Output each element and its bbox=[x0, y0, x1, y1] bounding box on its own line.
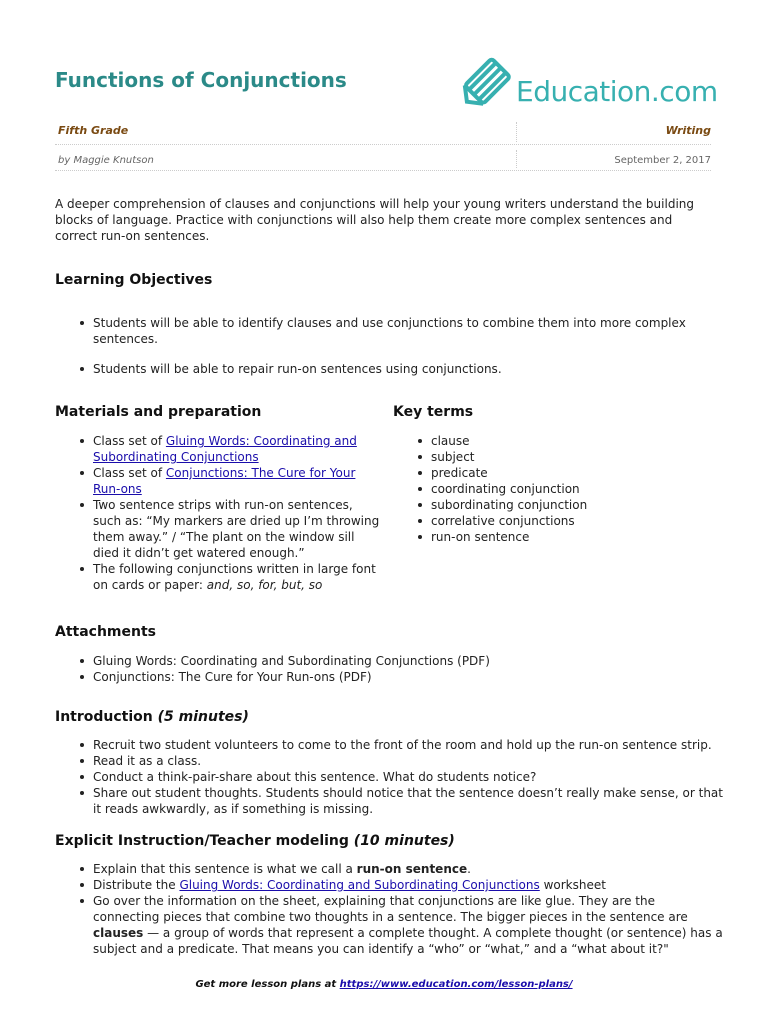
list-item: run-on sentence bbox=[431, 529, 731, 545]
author-label: by Maggie Knutson bbox=[58, 155, 154, 166]
logo-text: Education.com bbox=[516, 75, 718, 108]
pencil-logo-icon bbox=[456, 56, 516, 112]
duration-label: (5 minutes) bbox=[157, 709, 249, 725]
attachments-list bbox=[55, 653, 723, 685]
list-item-text: Distribute the bbox=[93, 878, 180, 892]
key-terms-list bbox=[393, 433, 731, 545]
list-item: Read it as a class. bbox=[93, 753, 723, 769]
attachment-item[interactable]: Conjunctions: The Cure for Your Run-ons (PDF) bbox=[93, 669, 723, 685]
attachment-item[interactable]: Gluing Words: Coordinating and Subordinating Conjunctions (PDF) bbox=[93, 653, 723, 669]
list-item: Share out student thoughts. Students should notice that the sentence doesn’t really make sense, or that it reads awkwardly, as if something is missing. bbox=[93, 786, 723, 816]
term-bold: clauses bbox=[93, 926, 144, 940]
subject-label: Writing bbox=[665, 124, 711, 137]
explicit-instruction-heading bbox=[55, 833, 455, 849]
gluing-words-worksheet-link[interactable]: Gluing Words: Coordinating and Subordinating Conjunctions bbox=[179, 878, 540, 892]
introduction-heading bbox=[55, 709, 249, 725]
list-item-text: Explain that this sentence is what we call a bbox=[93, 862, 357, 876]
gluing-words-link[interactable]: Gluing Words: Coordinating and Subordinating Conjunctions bbox=[93, 434, 357, 464]
list-item: Students will be able to identify clauses and use conjunctions to combine them into more complex sentences. bbox=[93, 315, 723, 347]
duration-label: (10 minutes) bbox=[353, 833, 455, 849]
list-item: clause bbox=[431, 433, 731, 449]
list-item bbox=[93, 433, 383, 465]
learning-objectives-heading: Learning Objectives bbox=[55, 272, 213, 288]
list-item bbox=[93, 893, 723, 957]
divider bbox=[55, 144, 711, 145]
list-item: Conduct a think-pair-share about this sentence. What do students notice? bbox=[93, 769, 723, 785]
divider bbox=[516, 122, 517, 142]
list-item: Recruit two student volunteers to come to the front of the room and hold up the run-on sentence strip. bbox=[93, 737, 723, 753]
footer bbox=[0, 979, 768, 990]
list-item-text: Go over the information on the sheet, explaining that conjunctions are like glue. They are the connecting pieces that combine two thoughts in a sentence. The bigger pieces in the sentence are bbox=[93, 894, 688, 924]
page-title: Functions of Conjunctions bbox=[55, 68, 347, 92]
explicit-instruction-list bbox=[55, 861, 723, 957]
footer-text: Get more lesson plans at bbox=[195, 979, 340, 990]
heading-text: Explicit Instruction/Teacher modeling bbox=[55, 833, 349, 849]
materials-heading: Materials and preparation bbox=[55, 404, 262, 420]
heading-text: Introduction bbox=[55, 709, 153, 725]
list-item bbox=[93, 861, 723, 877]
divider bbox=[55, 170, 711, 171]
materials-list bbox=[55, 433, 383, 593]
date-label: September 2, 2017 bbox=[614, 155, 711, 166]
conjunction-list: and, so, for, but, so bbox=[206, 578, 323, 592]
list-item-text: — a group of words that represent a complete thought. A complete thought (or sentence) has a subject and a predicate. That means you can identify a “who” or “what,” and a “what about it?" bbox=[93, 926, 723, 956]
list-item-text: The following conjunctions written in large font on cards or paper: bbox=[93, 562, 376, 592]
list-item: subject bbox=[431, 449, 731, 465]
list-item-text: Class set of bbox=[93, 466, 166, 480]
list-item bbox=[93, 561, 383, 593]
list-item-text: Class set of bbox=[93, 434, 166, 448]
list-item bbox=[93, 465, 383, 497]
list-item: predicate bbox=[431, 465, 731, 481]
term-bold: run-on sentence bbox=[356, 862, 468, 876]
cure-for-run-ons-link[interactable]: Conjunctions: The Cure for Your Run-ons bbox=[93, 466, 356, 496]
grade-label: Fifth Grade bbox=[58, 124, 129, 137]
learning-objectives-list bbox=[55, 315, 723, 377]
list-item-text: . bbox=[467, 862, 471, 876]
list-item: subordinating conjunction bbox=[431, 497, 731, 513]
key-terms-heading: Key terms bbox=[393, 404, 474, 420]
education-logo[interactable] bbox=[456, 56, 716, 112]
attachments-heading: Attachments bbox=[55, 624, 157, 640]
divider bbox=[516, 150, 517, 168]
list-item: Two sentence strips with run-on sentences, such as: “My markers are dried up I’m throwing them away.” / “The plant on the window sill died it didn’t get watered enough.” bbox=[93, 497, 383, 561]
list-item bbox=[93, 877, 723, 893]
intro-paragraph: A deeper comprehension of clauses and conjunctions will help your young writers understand the building blocks of language. Practice with conjunctions will also help them create more complex sentences and correct run-on sentences. bbox=[55, 197, 694, 243]
introduction-list bbox=[55, 737, 723, 817]
lesson-plans-link[interactable]: https://www.education.com/lesson-plans/ bbox=[339, 979, 573, 990]
list-item: Students will be able to repair run-on sentences using conjunctions. bbox=[93, 361, 723, 377]
list-item-text: worksheet bbox=[539, 878, 606, 892]
list-item: correlative conjunctions bbox=[431, 513, 731, 529]
list-item: coordinating conjunction bbox=[431, 481, 731, 497]
